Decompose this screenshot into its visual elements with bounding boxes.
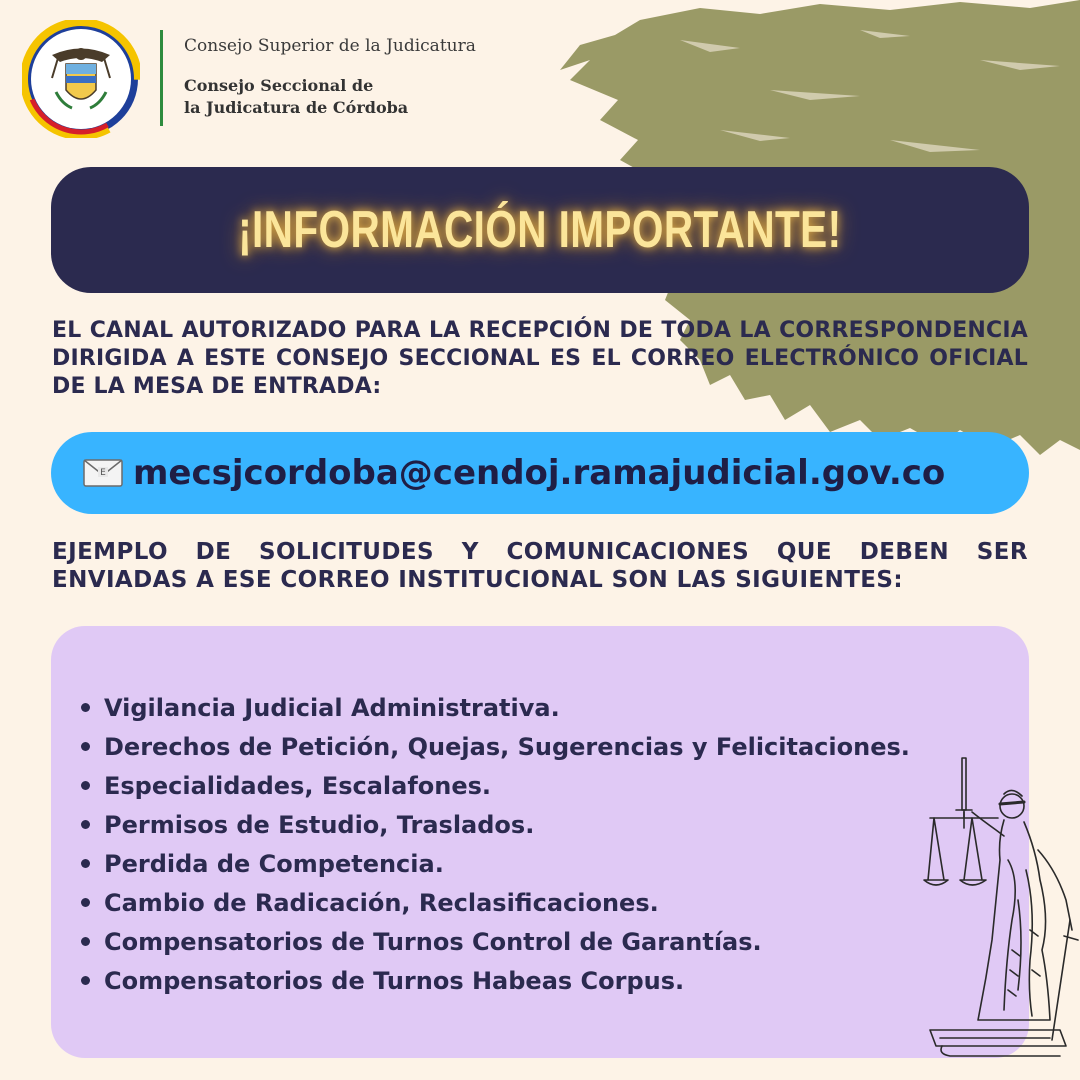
bullet-icon [81, 976, 90, 985]
svg-text:E: E [100, 468, 106, 478]
list-item [81, 844, 910, 883]
list-item [81, 883, 910, 922]
list-item-text: Compensatorios de Turnos Habeas Corpus. [104, 966, 685, 995]
header-divider [160, 30, 163, 126]
email-pill[interactable] [51, 432, 1029, 514]
email-address-link[interactable]: mecsjcordoba@cendoj.ramajudicial.gov.co [133, 453, 946, 493]
bullet-icon [81, 703, 90, 712]
bullet-icon [81, 937, 90, 946]
list-item [81, 727, 910, 766]
org-name-seccional-line-2: la Judicatura de Córdoba [184, 98, 409, 117]
envelope-icon [83, 459, 123, 487]
header [22, 20, 582, 138]
list-item-text: Derechos de Petición, Quejas, Sugerencias y Felicitaciones. [104, 732, 910, 761]
intro-paragraph: EL CANAL AUTORIZADO PARA LA RECEPCIÓN DE TODA LA CORRESPONDENCIA DIRIGIDA A ESTE CONSEJO SECCIONAL ES EL CORREO ELECTRÓNICO OFICIAL DE LA MESA DE ENTRADA: [52, 318, 1028, 399]
org-name-seccional [184, 75, 504, 119]
list-item [81, 922, 910, 961]
list-item-text: Compensatorios de Turnos Control de Garantías. [104, 927, 762, 956]
list-item [81, 961, 910, 1000]
list-item [81, 688, 910, 727]
bullet-icon [81, 742, 90, 751]
bullet-icon [81, 898, 90, 907]
org-name-seccional-line-1: Consejo Seccional de [184, 76, 374, 95]
list-item [81, 766, 910, 805]
coat-of-arms-seal-icon [22, 20, 140, 138]
list-item-text: Especialidades, Escalafones. [104, 771, 492, 800]
list-item-text: Cambio de Radicación, Reclasificaciones. [104, 888, 659, 917]
list-item-text: Perdida de Competencia. [104, 849, 444, 878]
examples-list-box [51, 626, 1029, 1058]
bullet-icon [81, 781, 90, 790]
list-item-text: Vigilancia Judicial Administrativa. [104, 693, 560, 722]
bullet-icon [81, 820, 90, 829]
examples-list [81, 688, 910, 1000]
examples-heading: EJEMPLO DE SOLICITUDES Y COMUNICACIONES QUE DEBEN SER ENVIADAS A ESE CORREO INSTITUCIONAL SON LAS SIGUIENTES: [52, 539, 1028, 593]
list-item-text: Permisos de Estudio, Traslados. [104, 810, 535, 839]
bullet-icon [81, 859, 90, 868]
page-title: ¡INFORMACIÓN IMPORTANTE! [238, 201, 842, 259]
org-name-superior: Consejo Superior de la Judicatura [184, 36, 476, 56]
title-banner [51, 167, 1029, 293]
list-item [81, 805, 910, 844]
lady-justice-illustration-icon [900, 750, 1080, 1060]
